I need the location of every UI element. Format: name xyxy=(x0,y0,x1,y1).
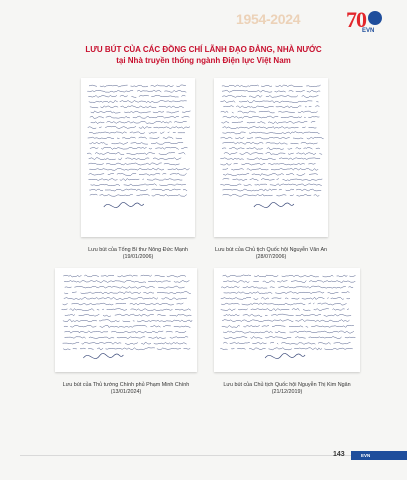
handwriting-stroke xyxy=(220,163,315,165)
handwriting-stroke xyxy=(89,158,182,160)
handwriting-stroke xyxy=(223,189,322,191)
logo-number: 70 xyxy=(346,7,366,32)
handwriting-stroke xyxy=(220,158,322,160)
handwriting-stroke xyxy=(89,132,185,134)
handwriting-stroke xyxy=(221,303,346,305)
logo-text: EVN xyxy=(362,28,375,34)
handwriting-stroke xyxy=(63,303,184,305)
handwriting-stroke xyxy=(65,314,192,316)
caption-4 xyxy=(204,382,370,396)
signature-stroke xyxy=(104,202,144,207)
handwriting-stroke xyxy=(222,95,318,97)
handwriting-stroke xyxy=(63,320,192,322)
handwriting-stroke xyxy=(88,137,182,139)
handwriting-stroke xyxy=(63,275,186,277)
guestbook-sheet-4 xyxy=(214,268,360,372)
handwriting-stroke xyxy=(221,111,322,113)
handwriting-stroke xyxy=(223,194,323,196)
handwriting-stroke xyxy=(222,142,317,144)
handwriting-stroke xyxy=(90,194,187,196)
handwriting-stroke xyxy=(223,281,355,283)
caption-date: (21/12/2019) xyxy=(271,389,303,395)
handwriting-stroke xyxy=(89,85,189,87)
handwriting-stroke xyxy=(223,179,323,181)
handwriting-stroke xyxy=(221,286,353,288)
handwriting-stroke xyxy=(224,337,356,339)
caption-text: Lưu bút của Chủ tịch Quốc hội Nguyễn Văn An xyxy=(214,247,328,253)
handwriting-stroke xyxy=(62,309,191,311)
handwriting-stroke xyxy=(222,325,354,327)
handwriting-stroke xyxy=(87,90,186,92)
handwriting-scribble xyxy=(81,78,195,237)
handwriting-stroke xyxy=(90,106,184,108)
handwriting-stroke xyxy=(220,101,318,103)
handwriting-stroke xyxy=(90,116,190,118)
page-title: LƯU BÚT CỦA CÁC ĐỒNG CHÍ LÃNH ĐẠO ĐẢNG, NHÀ NƯỚC xyxy=(85,45,322,54)
handwriting-stroke xyxy=(224,153,322,155)
handwriting-scribble xyxy=(214,78,328,237)
handwriting-stroke xyxy=(222,90,320,92)
handwriting-stroke xyxy=(88,163,182,165)
handwriting-stroke xyxy=(89,168,189,170)
handwriting-scribble xyxy=(55,268,197,372)
handwriting-stroke xyxy=(88,127,190,129)
handwriting-stroke xyxy=(223,106,321,108)
year-watermark: 1954-2024 xyxy=(236,11,301,27)
page-subtitle: tại Nhà truyền thống ngành Điện lực Việt Nam xyxy=(116,56,291,65)
signature-stroke xyxy=(265,353,305,358)
handwriting-stroke xyxy=(91,111,191,113)
caption-1 xyxy=(66,247,210,261)
caption-text: Lưu bút của Chủ tịch Quốc hội Nguyễn Thị Kim Ngân xyxy=(223,382,351,388)
caption-date: (19/01/2006) xyxy=(122,254,154,260)
caption-text: Lưu bút của Thủ tướng Chính phủ Phạm Minh Chính xyxy=(62,382,190,388)
handwriting-scribble xyxy=(214,268,360,372)
handwriting-stroke xyxy=(89,189,187,191)
handwriting-stroke xyxy=(65,286,185,288)
caption-date: (28/07/2006) xyxy=(255,254,287,260)
handwriting-stroke xyxy=(224,314,352,316)
footer-evn-tag: EVN xyxy=(351,451,407,460)
handwriting-stroke xyxy=(87,153,185,155)
evn-70-logo xyxy=(346,9,386,37)
handwriting-stroke xyxy=(89,101,187,103)
caption-3 xyxy=(46,382,206,396)
guestbook-sheet-3 xyxy=(55,268,197,372)
handwriting-stroke xyxy=(221,137,324,139)
handwriting-stroke xyxy=(89,173,187,175)
handwriting-stroke xyxy=(221,121,318,123)
handwriting-stroke xyxy=(63,348,190,350)
handwriting-stroke xyxy=(223,331,354,333)
handwriting-stroke xyxy=(88,95,188,97)
page-header xyxy=(0,0,407,40)
guestbook-sheet-1 xyxy=(81,78,195,237)
handwriting-stroke xyxy=(223,342,350,344)
handwriting-stroke xyxy=(90,147,188,149)
handwriting-stroke xyxy=(91,121,187,123)
handwriting-stroke xyxy=(223,168,319,170)
handwriting-stroke xyxy=(220,184,321,186)
footer-divider xyxy=(20,455,407,456)
handwriting-stroke xyxy=(222,147,323,149)
handwriting-stroke xyxy=(64,325,190,327)
handwriting-stroke xyxy=(223,127,317,129)
handwriting-stroke xyxy=(223,173,320,175)
caption-2 xyxy=(196,247,346,261)
signature-stroke xyxy=(254,202,294,207)
handwriting-stroke xyxy=(221,309,352,311)
handwriting-stroke xyxy=(91,184,186,186)
handwriting-stroke xyxy=(220,348,352,350)
handwriting-stroke xyxy=(221,297,350,299)
caption-date: (13/01/2024) xyxy=(110,389,142,395)
handwriting-stroke xyxy=(89,142,183,144)
handwriting-stroke xyxy=(64,292,191,294)
handwriting-stroke xyxy=(222,320,349,322)
guestbook-sheet-2 xyxy=(214,78,328,237)
handwriting-stroke xyxy=(223,116,323,118)
caption-text: Lưu bút của Tổng Bí thư Nông Đức Mạnh xyxy=(88,247,188,253)
handwriting-stroke xyxy=(222,132,319,134)
handwriting-stroke xyxy=(64,281,189,283)
handwriting-stroke xyxy=(223,275,356,277)
handwriting-stroke xyxy=(64,297,187,299)
signature-stroke xyxy=(83,353,123,358)
logo-mark-icon xyxy=(368,11,382,25)
handwriting-stroke xyxy=(64,331,186,333)
handwriting-stroke xyxy=(89,179,186,181)
handwriting-stroke xyxy=(222,85,324,87)
handwriting-stroke xyxy=(65,337,189,339)
handwriting-stroke xyxy=(63,342,187,344)
page-number: 143 xyxy=(333,451,345,458)
handwriting-stroke xyxy=(224,292,350,294)
